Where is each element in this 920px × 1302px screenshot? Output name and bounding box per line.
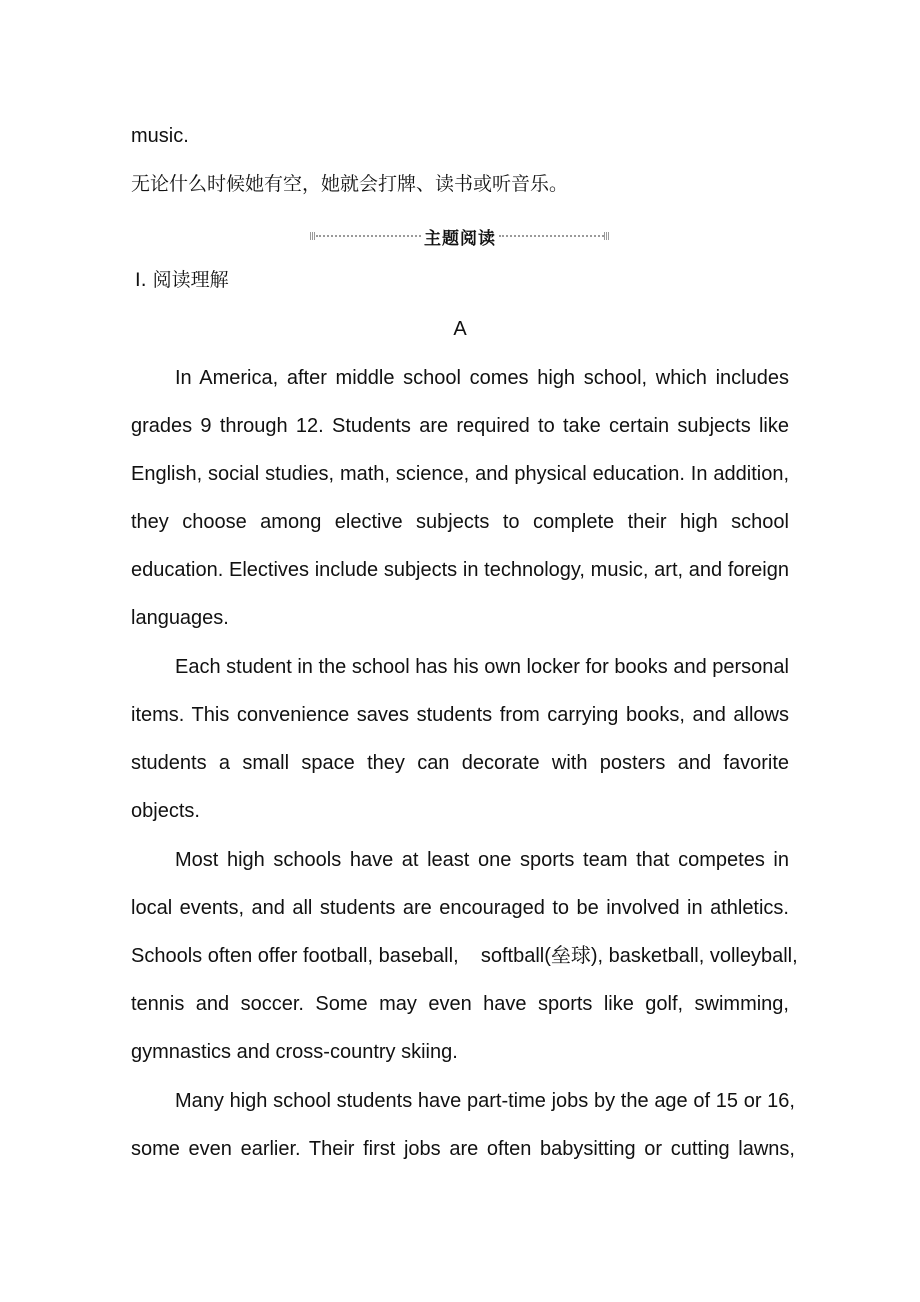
text-fragment: music.: [131, 125, 189, 147]
paragraph-line: items. This convenience saves students from carrying books, and allows: [131, 704, 789, 726]
paragraph-line: Schools often offer football, baseball, softball(垒球), basketball, volleyball,: [131, 945, 798, 967]
paragraph-line: local events, and all students are encouraged to be involved in athletics.: [131, 897, 789, 919]
paragraph-line: Each student in the school has his own locker for books and personal: [175, 656, 789, 678]
paragraph-line: gymnastics and cross-country skiing.: [131, 1041, 458, 1063]
paragraph-line: some even earlier. Their first jobs are often babysitting or cutting lawns,: [131, 1138, 795, 1160]
passage-label: A: [453, 318, 467, 340]
chinese-translation: 无论什么时候她有空，她就会打牌、读书或听音乐。: [131, 173, 569, 195]
divider-rule: [499, 235, 604, 237]
paragraph-line: grades 9 through 12. Students are required to take certain subjects like: [131, 415, 789, 437]
section-title: 主题阅读: [424, 228, 496, 249]
paragraph-line: education. Electives include subjects in technology, music, art, and foreign: [131, 559, 789, 581]
paragraph-line: languages.: [131, 607, 229, 629]
paragraph-line: tennis and soccer. Some may even have sports like golf, swimming,: [131, 993, 789, 1015]
divider-rule: [316, 235, 421, 237]
paragraph-line: Most high schools have at least one sports team that competes in: [175, 849, 789, 871]
paragraph-line: objects.: [131, 800, 200, 822]
paragraph-line: English, social studies, math, science, and physical education. In addition,: [131, 463, 789, 485]
paragraph-line: Many high school students have part-time jobs by the age of 15 or 16,: [175, 1090, 795, 1112]
paragraph-line: they choose among elective subjects to complete their high school: [131, 511, 789, 533]
section-heading: Ⅰ. 阅读理解: [135, 269, 229, 291]
paragraph-line: In America, after middle school comes high school, which includes: [175, 367, 789, 389]
paragraph-line: students a small space they can decorate with posters and favorite: [131, 752, 789, 774]
divider-ornament-icon: [604, 232, 610, 240]
section-divider: [310, 224, 610, 248]
